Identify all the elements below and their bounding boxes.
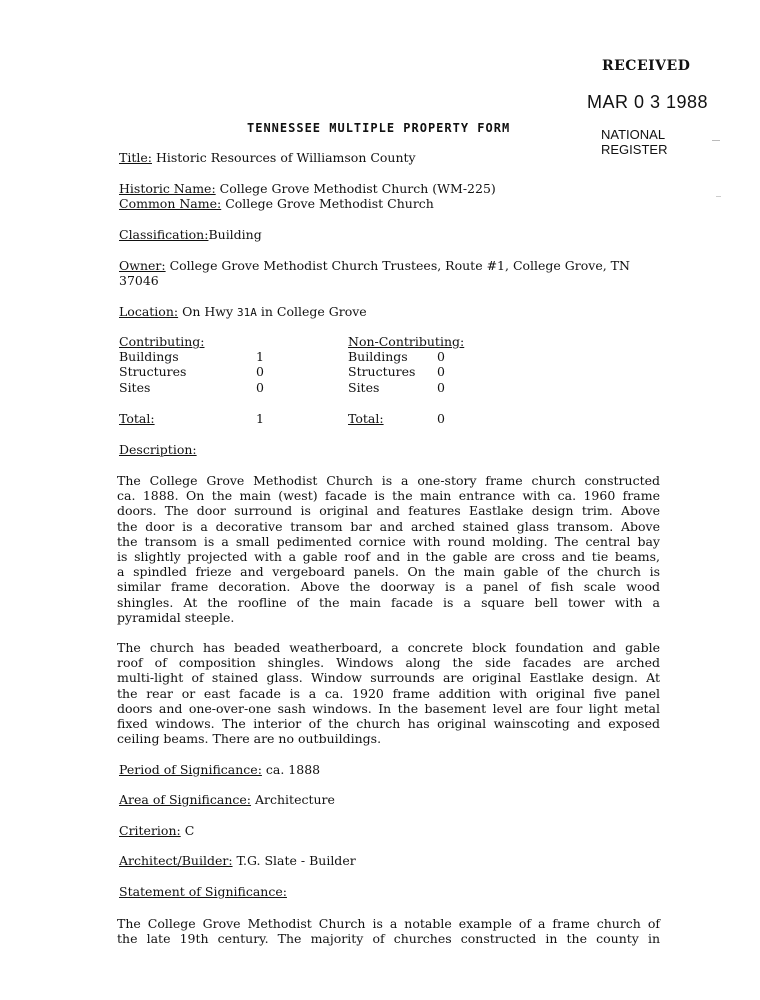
contributing-table xyxy=(119,334,319,434)
period-label: Period of Significance: xyxy=(119,762,262,777)
title-label: Title: xyxy=(119,150,152,165)
text-line: a spindled frieze and vergeboard panels. On the main gable of the church is xyxy=(117,564,660,580)
historic-name-field xyxy=(119,181,496,196)
scan-mark xyxy=(712,140,720,141)
location-label: Location: xyxy=(119,304,179,319)
location-route: 31A xyxy=(237,306,257,319)
text-line: The College Grove Methodist Church is a notable example of a frame church of xyxy=(117,916,660,931)
non-contributing-row-label: Buildings xyxy=(348,349,408,364)
stamp-line-register: REGISTER xyxy=(601,142,668,157)
non-contributing-row-value: 0 xyxy=(437,380,445,395)
area-label: Area of Significance: xyxy=(119,792,252,807)
owner-field-cont xyxy=(119,273,159,288)
owner-value: College Grove Methodist Church Trustees, Route #1, College Grove, TN xyxy=(169,258,630,273)
national-register-stamp xyxy=(601,127,667,157)
text-line: pyramidal steeple. xyxy=(117,609,235,625)
contributing-row-value: 0 xyxy=(256,364,264,379)
text-line: The church has beaded weatherboard, a concrete block foundation and gable xyxy=(117,640,660,655)
non-contributing-row-value: 0 xyxy=(437,364,445,379)
title-field xyxy=(119,150,416,165)
text-line: ceiling beams. There are no outbuildings. xyxy=(117,731,382,747)
non-contributing-row-label: Sites xyxy=(348,380,380,395)
non-contributing-total-value: 0 xyxy=(437,411,445,426)
contributing-total-label: Total: xyxy=(119,411,155,426)
classification-value: Building xyxy=(208,227,262,242)
common-name-label: Common Name: xyxy=(119,196,222,211)
text-line: the rear or east facade is a ca. 1920 frame addition with original five panel xyxy=(117,685,660,701)
architect-field xyxy=(119,853,356,868)
text-line: doors. The door surround is original and features Eastlake design trim. Above xyxy=(117,503,660,519)
area-field xyxy=(119,792,335,807)
classification-label: Classification: xyxy=(119,227,209,242)
criterion-label: Criterion: xyxy=(119,823,181,838)
received-stamp: RECEIVED xyxy=(602,58,691,74)
owner-label: Owner: xyxy=(119,258,166,273)
text-line: roof of composition shingles. Windows along the side facades are arched xyxy=(117,655,660,671)
title-value: Historic Resources of Williamson County xyxy=(155,150,416,165)
historic-name-value: College Grove Methodist Church (WM-225) xyxy=(219,181,496,196)
location-field xyxy=(119,304,367,320)
text-line: ca. 1888. On the main (west) facade is the main entrance with ca. 1960 frame xyxy=(117,488,660,504)
statement-heading: Statement of Significance: xyxy=(119,884,287,899)
area-value: Architecture xyxy=(255,792,335,807)
location-value-post: in College Grove xyxy=(260,304,367,319)
non-contributing-row-value: 0 xyxy=(437,349,445,364)
historic-name-label: Historic Name: xyxy=(119,181,216,196)
text-line: doors and one-over-one sash windows. In the basement level are four light metal xyxy=(117,700,660,716)
contributing-row-label: Buildings xyxy=(119,349,179,364)
non-contributing-total-label: Total: xyxy=(348,411,384,426)
description-paragraph-1 xyxy=(117,473,660,625)
contributing-total-value: 1 xyxy=(256,411,264,426)
statement-paragraph xyxy=(117,916,660,946)
text-line: The College Grove Methodist Church is a one-story frame church constructed xyxy=(117,473,660,488)
architect-value: T.G. Slate - Builder xyxy=(236,853,356,868)
text-line: the transom is a small pedimented cornice with round molding. The central bay xyxy=(117,533,660,549)
contributing-row-value: 0 xyxy=(256,380,264,395)
non-contributing-table xyxy=(348,334,548,434)
non-contributing-row-label: Structures xyxy=(348,364,416,379)
owner-value-zip: 37046 xyxy=(119,273,159,288)
received-date-stamp: MAR 0 3 1988 xyxy=(587,92,709,112)
text-line: is slightly projected with a gable roof and in the gable are cross and tie beams, xyxy=(117,549,660,565)
form-title: TENNESSEE MULTIPLE PROPERTY FORM xyxy=(247,121,511,135)
text-line: fixed windows. The interior of the church has original wainscoting and exposed xyxy=(117,716,660,732)
non-contributing-heading: Non-Contributing: xyxy=(348,334,465,349)
period-field xyxy=(119,762,320,777)
text-line: the door is a decorative transom bar and arched stained glass transom. Above xyxy=(117,518,660,534)
owner-field xyxy=(119,258,630,273)
architect-label: Architect/Builder: xyxy=(119,853,233,868)
classification-field xyxy=(119,227,262,242)
description-paragraph-2 xyxy=(117,640,660,746)
common-name-value: College Grove Methodist Church xyxy=(225,196,434,211)
text-line: shingles. At the roofline of the main facade is a square bell tower with a xyxy=(117,594,660,610)
text-line: the late 19th century. The majority of churches constructed in the county in xyxy=(117,931,660,947)
stamp-line-national: NATIONAL xyxy=(601,127,666,142)
contributing-row-value: 1 xyxy=(256,349,264,364)
contributing-row-label: Sites xyxy=(119,380,151,395)
criterion-value: C xyxy=(184,823,195,838)
contributing-row-label: Structures xyxy=(119,364,187,379)
criterion-field xyxy=(119,823,194,838)
description-heading: Description: xyxy=(119,442,197,457)
text-line: multi-light of stained glass. Window surrounds are original Eastlake design. At xyxy=(117,670,660,686)
contributing-heading: Contributing: xyxy=(119,334,205,349)
period-value: ca. 1888 xyxy=(265,762,321,777)
location-value-pre: On Hwy xyxy=(182,304,234,319)
common-name-field xyxy=(119,196,434,211)
scan-mark xyxy=(716,196,721,197)
text-line: similar frame decoration. Above the doorway is a panel of fish scale wood xyxy=(117,579,660,595)
